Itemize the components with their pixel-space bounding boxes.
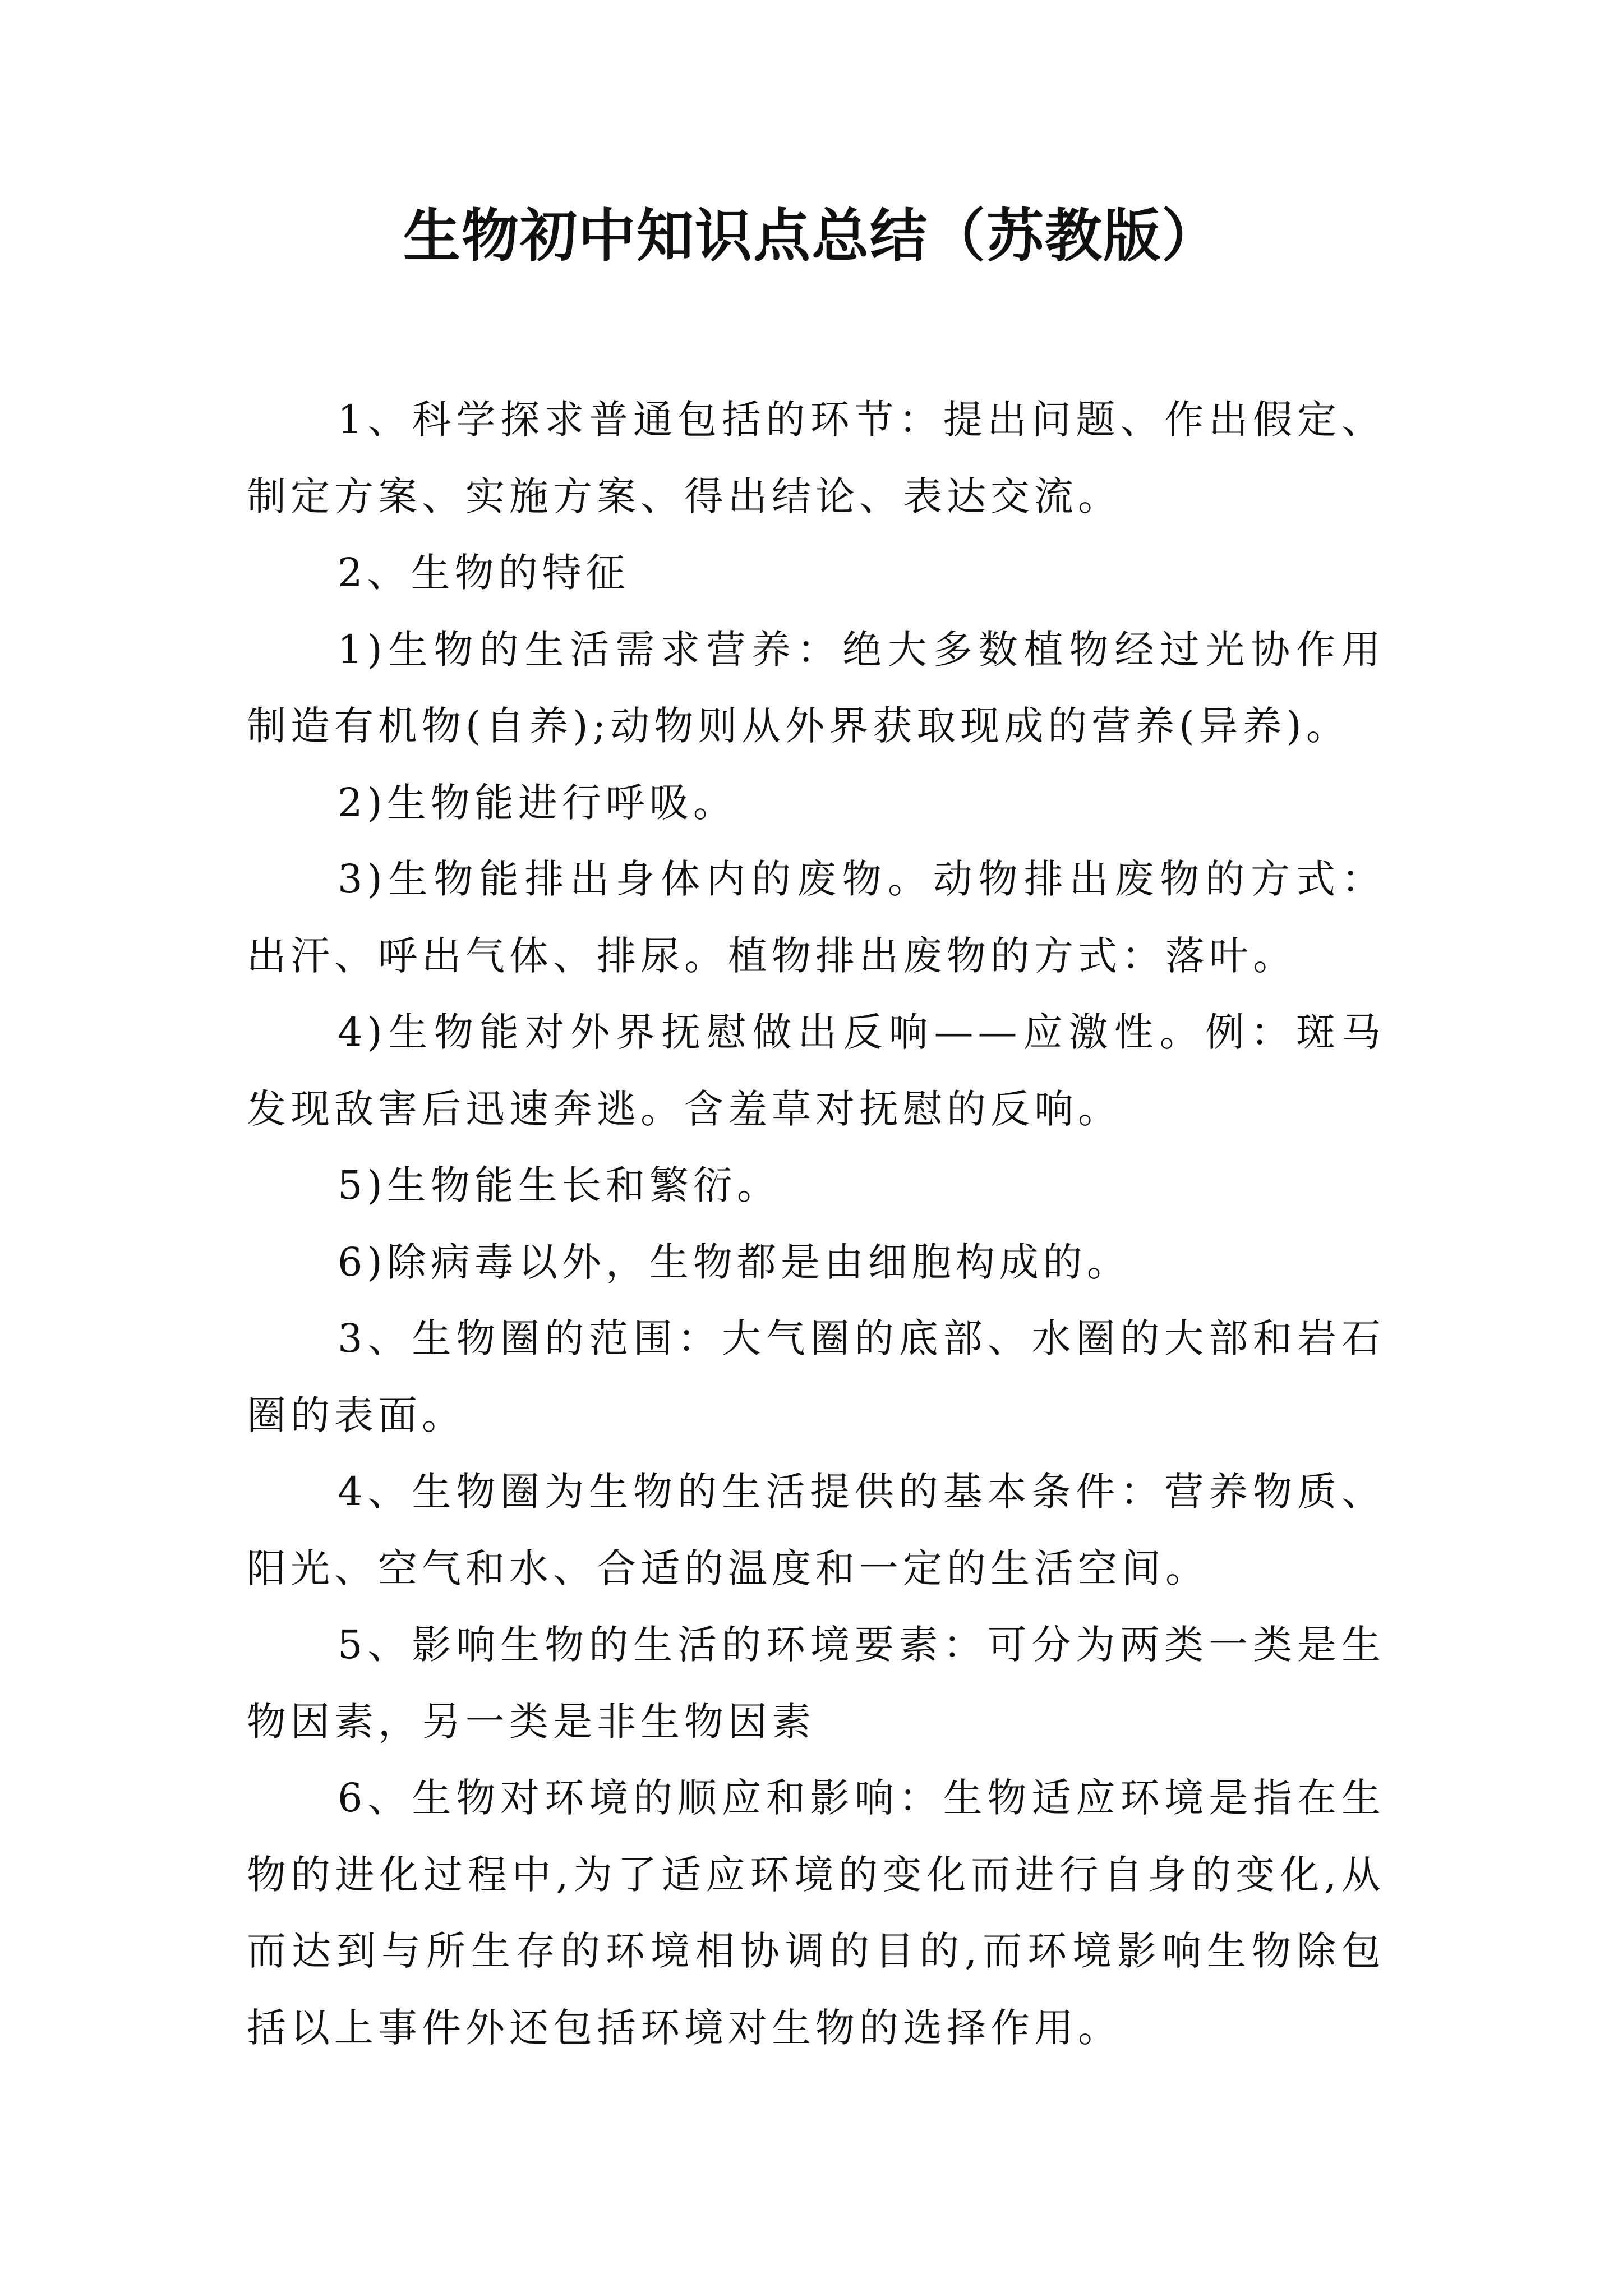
paragraph-7: 5)生物能生长和繁衍。 <box>338 1162 781 1208</box>
paragraph-10: 4、生物圈为生物的生活提供的基本条件：营养物质、阳光、空气和水、合适的温度和一定的生活空间。 <box>247 1469 1385 1591</box>
paragraph-2: 2、生物的特征 <box>338 550 630 596</box>
paragraph-8: 6)除病毒以外，生物都是由细胞构成的。 <box>338 1239 1131 1285</box>
paragraph-11: 5、影响生物的生活的环境要素：可分为两类一类是生物因素，另一类是非生物因素 <box>247 1622 1385 1745</box>
paragraph-3: 1)生物的生活需求营养：绝大多数植物经过光协作用制造有机物(自养);动物则从外界获取现成的营养(异养)。 <box>247 626 1385 749</box>
paragraph-6: 4)生物能对外界抚慰做出反响——应激性。例：斑马发现敌害后迅速奔逃。含羞草对抚慰的反响。 <box>247 1009 1385 1132</box>
paragraph-1: 1、科学探求普通包括的环节：提出问题、作出假定、制定方案、实施方案、得出结论、表达交流。 <box>247 397 1385 519</box>
document-title: 生物初中知识点总结（苏教版） <box>403 203 1220 270</box>
paragraph-4: 2)生物能进行呼吸。 <box>338 779 737 826</box>
paragraph-12: 6、生物对环境的顺应和影响：生物适应环境是指在生物的进化过程中,为了适应环境的变化而进行自身的变化,从而达到与所生存的环境相协调的目的,而环境影响生物除包括以上事件外还包括环境对生物的选择作用。 <box>247 1775 1385 2051</box>
document-body <box>247 381 1385 2066</box>
paragraph-9: 3、生物圈的范围：大气圈的底部、水圈的大部和岩石圈的表面。 <box>247 1315 1385 1438</box>
paragraph-5: 3)生物能排出身体内的废物。动物排出废物的方式：出汗、呼出气体、排尿。植物排出废物的方式：落叶。 <box>247 856 1385 979</box>
